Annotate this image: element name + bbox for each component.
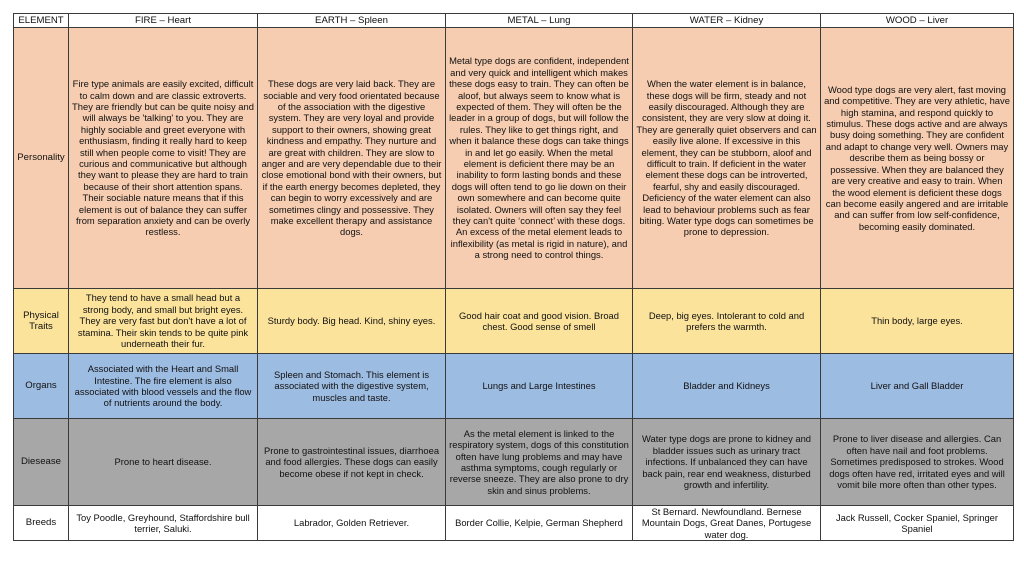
breeds-wood-cell: Jack Russell, Cocker Spaniel, Springer Spaniel — [821, 506, 1014, 541]
organs-fire-cell: Associated with the Heart and Small Intestine. The fire element is also associated with blood vessels and the flow of nutrients around the body. — [69, 354, 258, 419]
physical-traits-row — [14, 289, 1014, 354]
physical-traits-label: Physical Traits — [14, 289, 69, 354]
organs-water-cell: Bladder and Kidneys — [633, 354, 821, 419]
header-row — [14, 14, 1014, 28]
disease-water-cell: Water type dogs are prone to kidney and bladder issues such as urinary tract infections. If unbalanced they can have back pain, rear end weakness, disturbed growth and infertility. — [633, 419, 821, 506]
organs-earth-cell: Spleen and Stomach. This element is associated with the digestive system, muscles and taste. — [258, 354, 446, 419]
header-earth: EARTH – Spleen — [258, 14, 446, 28]
physical-water-cell: Deep, big eyes. Intolerant to cold and prefers the warmth. — [633, 289, 821, 354]
organs-label: Organs — [14, 354, 69, 419]
personality-fire-cell: Fire type animals are easily excited, difficult to calm down and are classic extroverts. They are friendly but can be quite noisy and will always be 'talking' to you. They are highly sociable and greet everyone with enthusiasm, finding it really hard to keep still when people come to visit! They are curious and communicative but although they want to please they are hard to train because of their short attention spans. Their sociable nature means that if this element is out of balance they can suffer from separation anxiety and can be overly restless. — [69, 28, 258, 289]
disease-metal-cell: As the metal element is linked to the respiratory system, dogs of this constitution often have lung problems and may have asthma symptoms, cough regularly or reverse sneeze. They are also prone to dry skin and sinus problems. — [446, 419, 633, 506]
header-fire: FIRE – Heart — [69, 14, 258, 28]
organs-row — [14, 354, 1014, 419]
physical-earth-cell: Sturdy body. Big head. Kind, shiny eyes. — [258, 289, 446, 354]
breeds-label: Breeds — [14, 506, 69, 541]
breeds-water-cell: St Bernard. Newfoundland. Bernese Mountain Dogs, Great Danes, Portugese water dog. — [633, 506, 821, 541]
breeds-fire-cell: Toy Poodle, Greyhound, Staffordshire bull terrier, Saluki. — [69, 506, 258, 541]
disease-fire-cell: Prone to heart disease. — [69, 419, 258, 506]
disease-label: Diesease — [14, 419, 69, 506]
header-water: WATER – Kidney — [633, 14, 821, 28]
header-element: ELEMENT — [14, 14, 69, 28]
organs-wood-cell: Liver and Gall Bladder — [821, 354, 1014, 419]
organs-metal-cell: Lungs and Large Intestines — [446, 354, 633, 419]
disease-wood-cell: Prone to liver disease and allergies. Can often have nail and foot problems. Sometimes predisposed to strokes. Wood dogs often have red, irritated eyes and will vomit bile more often than other types. — [821, 419, 1014, 506]
personality-water-cell: When the water element is in balance, these dogs will be firm, steady and not easily discouraged. Although they are consistent, they are very slow at doing it. They are generally quiet observers and can easily live alone. If excessive in this element, they can be stubborn, aloof and difficult to train. If deficient in the water element these dogs can be introverted, fearful, shy and easily discouraged. Deficiency of the water element can also lead to behaviour problems such as fear biting. Water type dogs can sometimes be prone to depression. — [633, 28, 821, 289]
disease-earth-cell: Prone to gastrointestinal issues, diarrhoea and food allergies. These dogs can easily become obese if not kept in check. — [258, 419, 446, 506]
breeds-metal-cell: Border Collie, Kelpie, German Shepherd — [446, 506, 633, 541]
physical-wood-cell: Thin body, large eyes. — [821, 289, 1014, 354]
physical-fire-cell: They tend to have a small head but a strong body, and small but bright eyes. They are very fast but don't have a lot of stamina. Their skin tends to be quite pink underneath their fur. — [69, 289, 258, 354]
header-wood: WOOD – Liver — [821, 14, 1014, 28]
breeds-row — [14, 506, 1014, 541]
disease-row — [14, 419, 1014, 506]
elements-table — [13, 13, 1014, 541]
personality-wood-cell: Wood type dogs are very alert, fast moving and competitive. They are very athletic, have high stamina, and respond quickly to stimulus. These dogs active and are always busy doing something. They are confident and adapt to change very well. Owners may describe them as being bossy or possessive. When they are balanced they are very creative and easy to train. When the wood element is deficient these dogs can become easily angered and are irritable and can suffer from low self-confidence, becoming easily dominated. — [821, 28, 1014, 289]
personality-earth-cell: These dogs are very laid back. They are sociable and very food orientated because of the association with the digestive system. They are very loyal and provide support to their owners, showing great kindness and empathy. They nurture and are great with children. They are slow to anger and are very dependable due to their close emotional bond with their owners, but if the earth energy becomes depleted, they can begin to worry excessively and are sometimes clingy and possessive. They make excellent therapy and assistance dogs. — [258, 28, 446, 289]
breeds-earth-cell: Labrador, Golden Retriever. — [258, 506, 446, 541]
header-metal: METAL – Lung — [446, 14, 633, 28]
personality-row — [14, 28, 1014, 289]
personality-label: Personality — [14, 28, 69, 289]
personality-metal-cell: Metal type dogs are confident, independent and very quick and intelligent which makes these dogs easy to train. They can often be aloof, but always seem to know what is expected of them. They will often be the leader in a group of dogs, but will follow the rules. They like to get things right, and when it balance these dogs can take things in and let go easily. When the metal element is deficient there may be an inability to form lasting bonds and these dogs will often tend to go lie down on their own somewhere and can become quite isolated. Owners will often say they feel they can't quite ‘connect’ with these dogs. An excess of the metal element leads to inflexibility (as metal is rigid in nature), and a strong need to control things. — [446, 28, 633, 289]
physical-metal-cell: Good hair coat and good vision. Broad chest. Good sense of smell — [446, 289, 633, 354]
